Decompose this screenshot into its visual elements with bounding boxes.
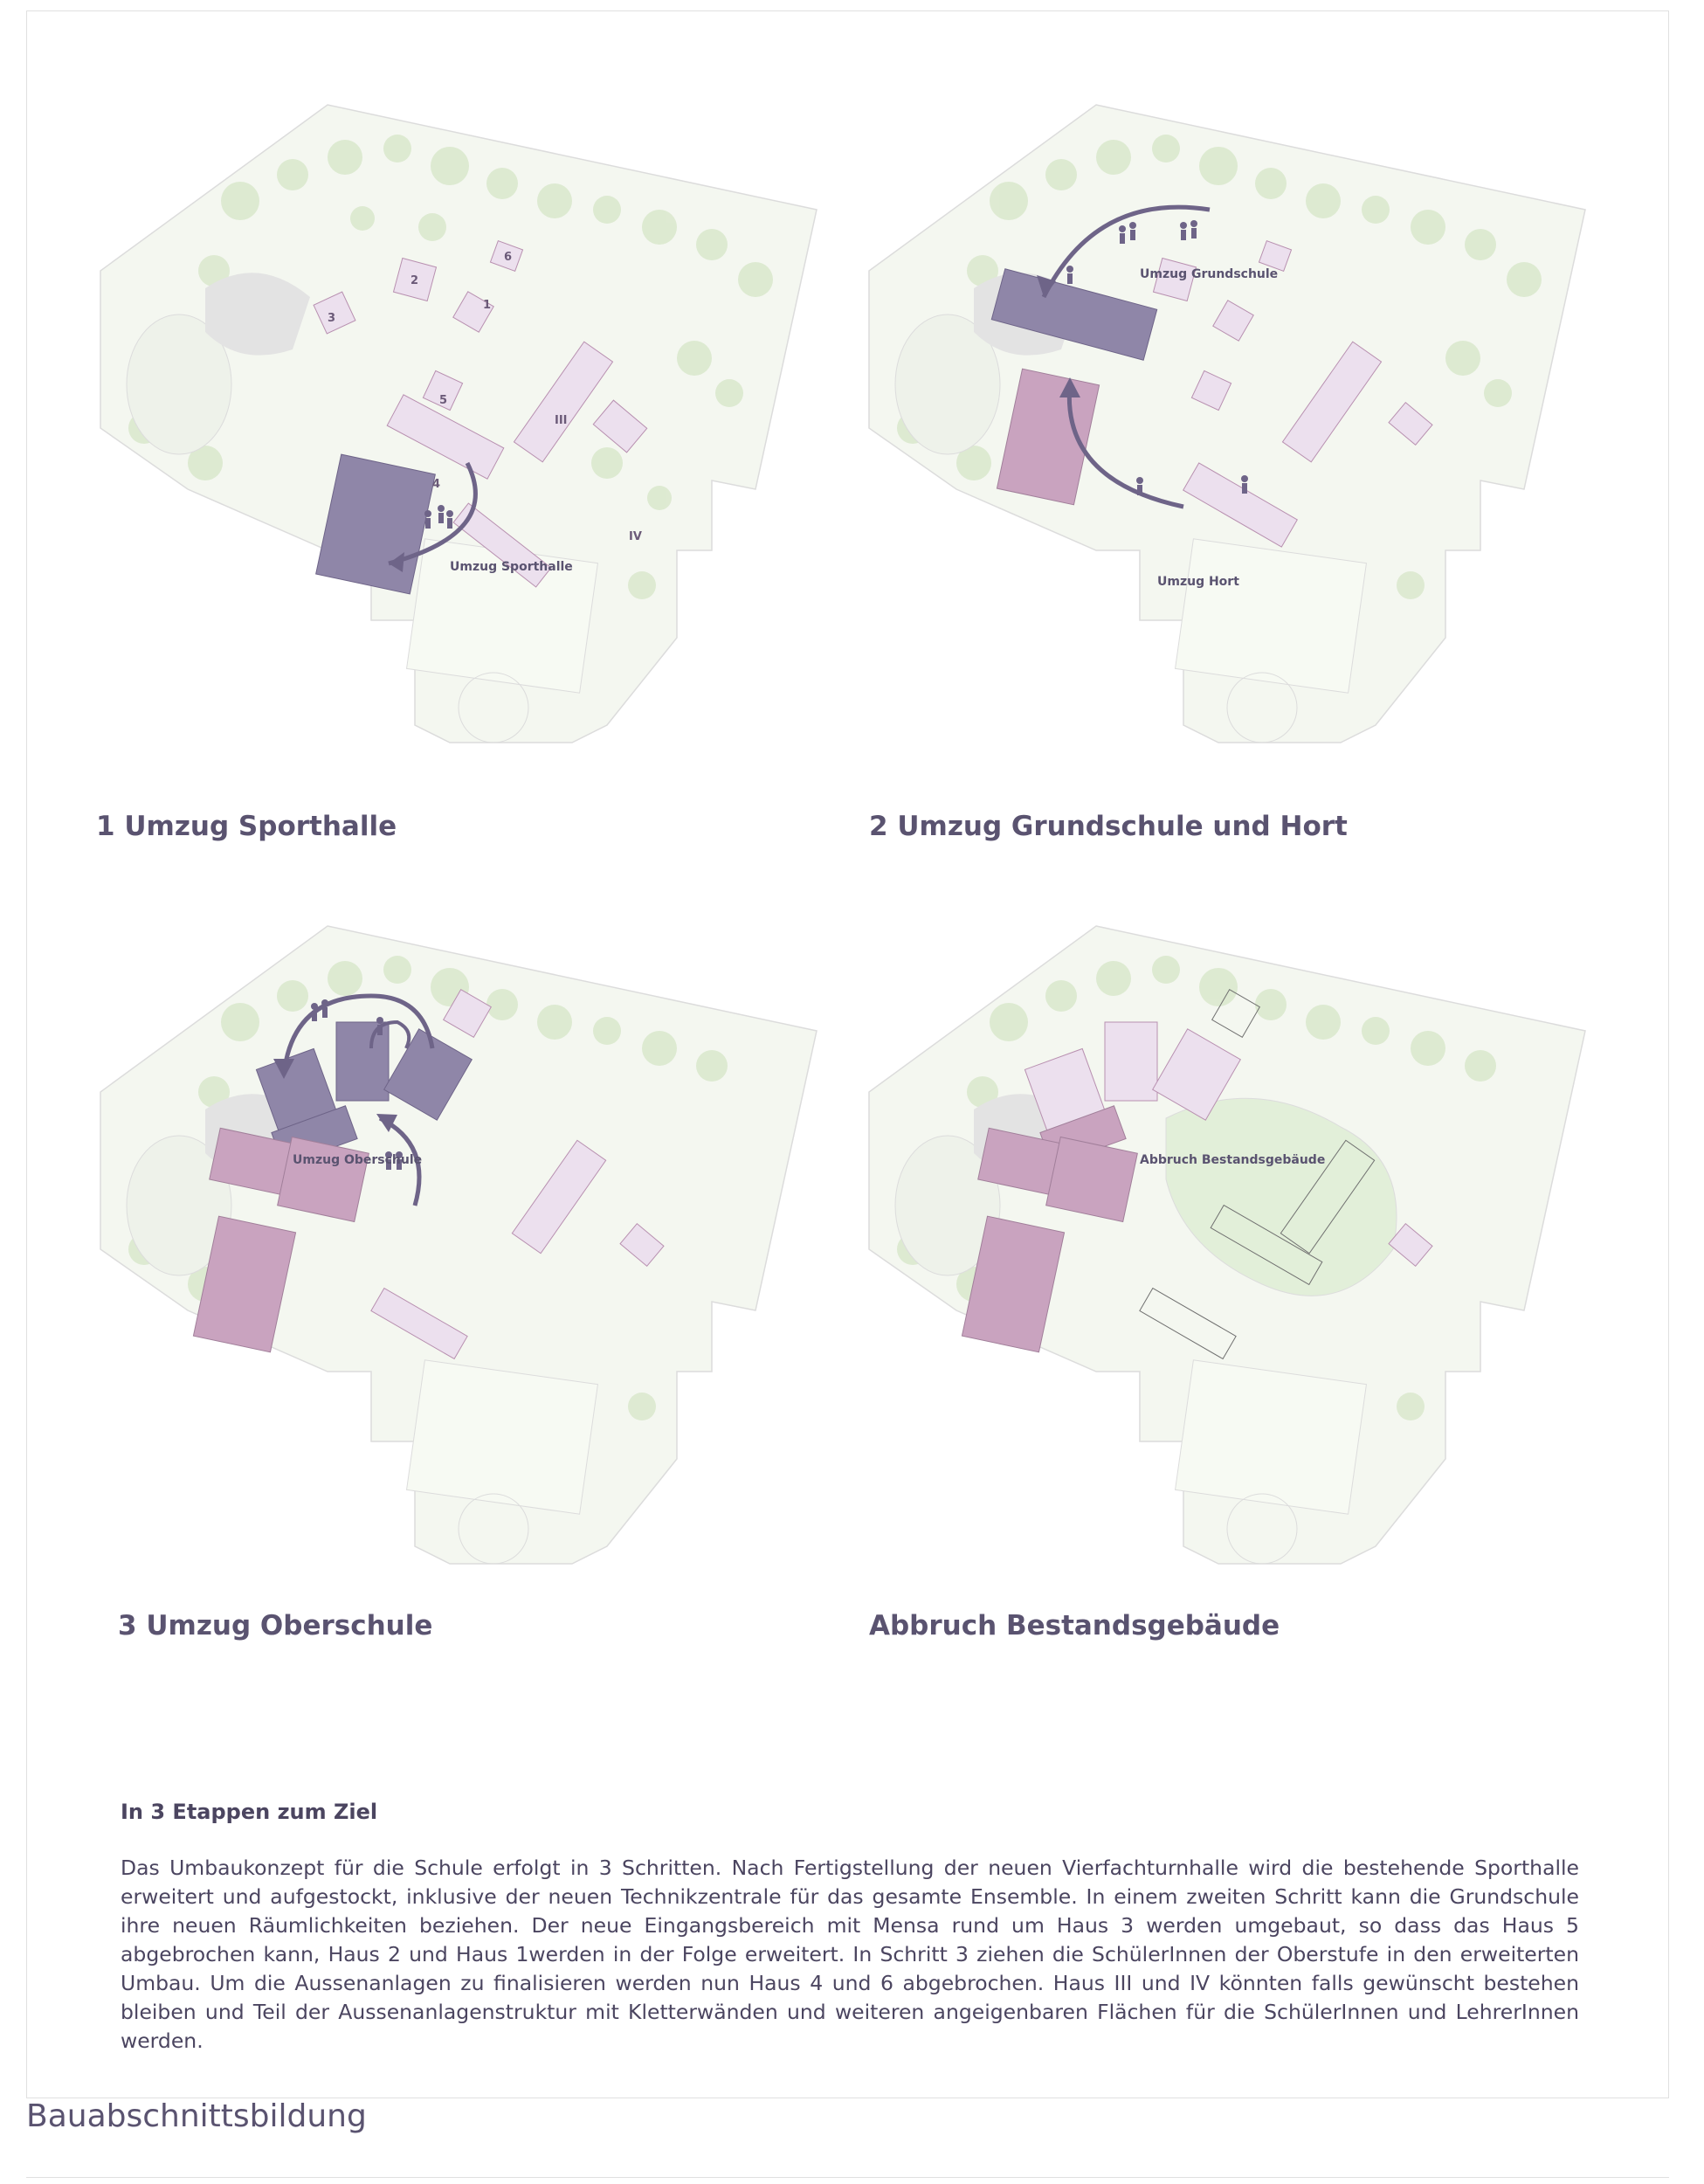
site-plan-2-svg — [852, 96, 1638, 830]
footer-title: Bauabschnittsbildung — [26, 2098, 367, 2134]
house-number: IV — [629, 530, 642, 543]
footer-divider — [26, 2177, 1669, 2178]
site-plan-3 — [83, 917, 869, 1651]
panel-label: Umzug Hort — [1157, 575, 1239, 589]
site-plan-4 — [852, 917, 1638, 1651]
site-plan-1-svg — [83, 96, 869, 830]
house-number: 2 — [410, 274, 419, 287]
panel-label: Umzug Grundschule — [1140, 267, 1279, 281]
house-number: 6 — [504, 251, 513, 264]
house-number: 3 — [328, 312, 336, 325]
house-number: 1 — [483, 299, 492, 312]
site-plan-3-svg — [83, 917, 869, 1651]
site-plan-1 — [83, 96, 869, 830]
panel-caption: Abbruch Bestandsgebäude — [869, 1610, 1280, 1641]
text-block-title: In 3 Etappen zum Ziel — [121, 1800, 378, 1824]
text-block-body: Das Umbaukonzept für die Schule erfolgt in 3 Schritten. Nach Fertigstellung der neuen Vierfachturnhalle wird die bestehende Sporthalle erweitert und aufgestockt, inklusive der neuen Technikzentrale für das gesamte Ensemble. In einem zweiten Schritt kann die Grundschule ihre neuen Räumlichkeiten beziehen. Der neue Eingangsbereich mit Mensa rund um Haus 3 werden umgebaut, so dass das Haus 5 abgebrochen kann, Haus 2 und Haus 1werden in der Folge erweitert. In Schritt 3 ziehen die SchülerInnen der Oberstufe in den erweiterten Umbau. Um die Aussenanlagen zu finalisieren werden nun Haus 4 und 6 abgebrochen. Haus III und IV könnten falls gewünscht bestehen bleiben und Teil der Aussenanlagenstruktur mit Kletterwänden und weiteren angeigenbaren Flächen für die SchülerInnen und LehrerInnen werden. — [121, 1856, 1579, 2053]
panel-label: Umzug Sporthalle — [450, 560, 573, 574]
house-number: III — [555, 414, 568, 427]
panel-label: Abbruch Bestandsgebäude — [1140, 1153, 1326, 1167]
panel-label: Umzug Oberschule — [293, 1153, 423, 1167]
panel-caption: 1 Umzug Sporthalle — [96, 811, 397, 842]
site-plan-2 — [852, 96, 1638, 830]
house-number: 4 — [432, 478, 441, 491]
house-number: 5 — [439, 394, 448, 407]
site-plan-4-svg — [852, 917, 1638, 1651]
panel-caption: 2 Umzug Grundschule und Hort — [869, 811, 1348, 842]
panel-caption: 3 Umzug Oberschule — [118, 1610, 433, 1641]
